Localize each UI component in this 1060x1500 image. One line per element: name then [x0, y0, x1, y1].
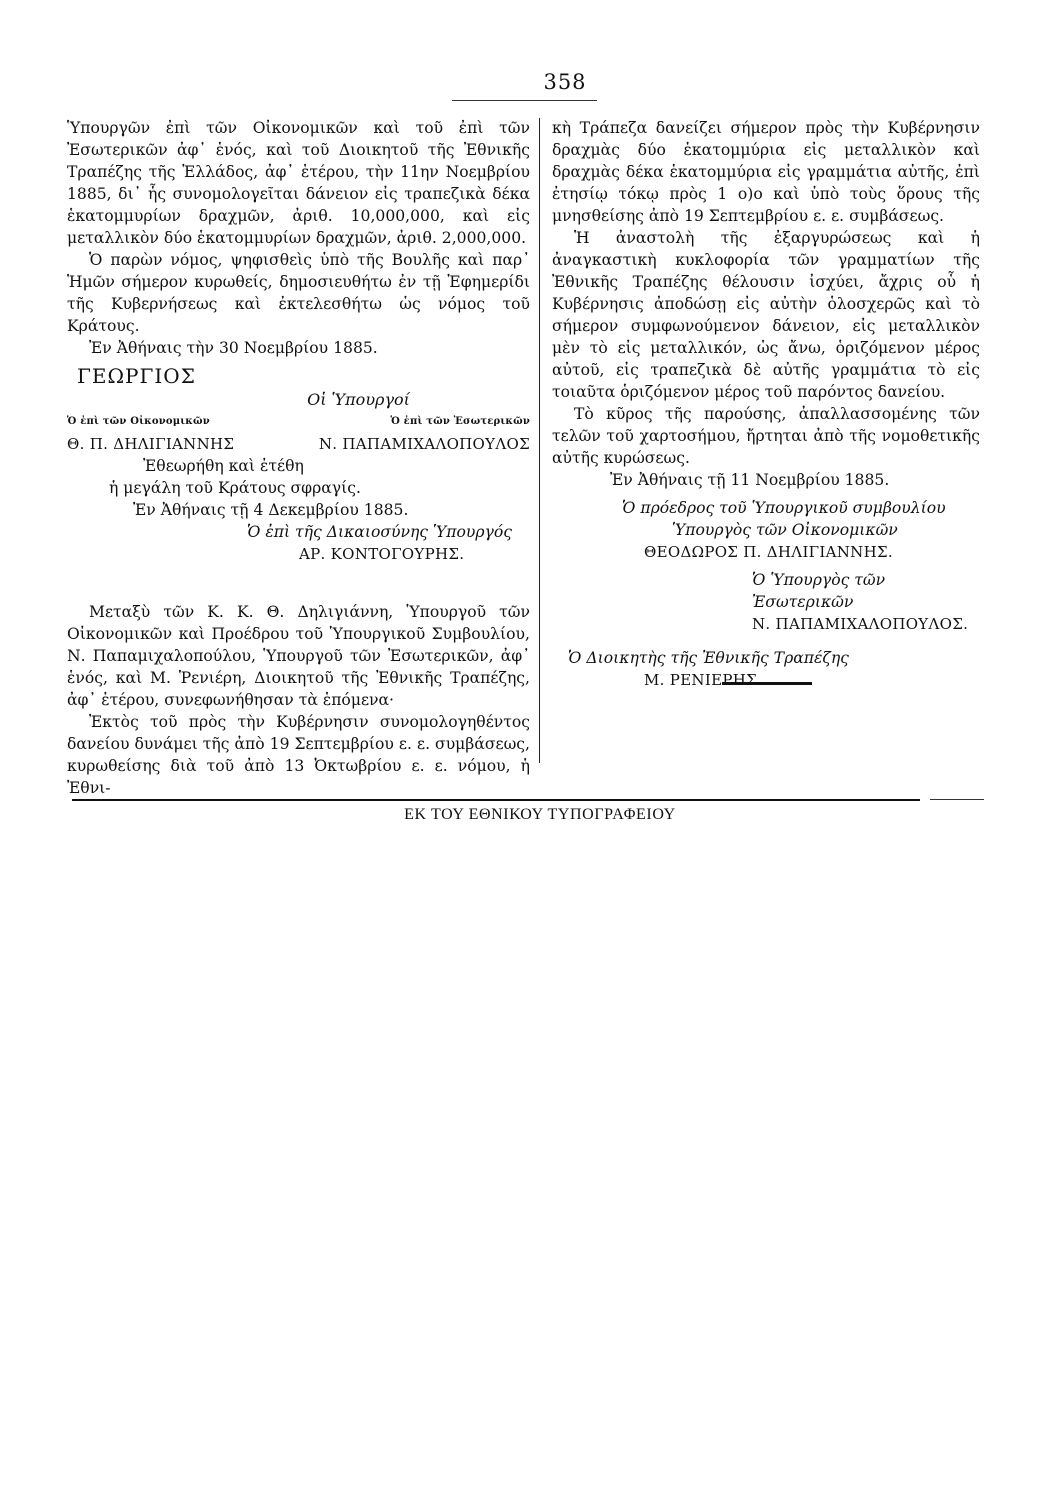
loan-terms-text: κὴ Τράπεζα δανείζει σήμερον πρὸς τὴν Κυβέρνησιν δραχμὰς δύο ἑκατομμύρια εἰς μεταλλικὸν καὶ δραχμὰς δέκα ἑκατομμύρια εἰς γραμμάτια αὐτῆς, ἐπὶ ἐτησίῳ τόκῳ πρὸς 1 ο)ο καὶ ὑπὸ τοὺς ὅρους τῆς μνησθείσης ἀπὸ 19 Σεπτεμβρίου ε. ε. συμβάσεως.	[552, 119, 980, 225]
printer-imprint: ΕΚ ΤΟΥ ΕΘΝΙΚΟΥ ΤΥΠΟΓΡΑΦΕΙΟΥ	[404, 806, 676, 823]
interior-minister-title: Ὁ ἐπὶ τῶν Ἐσωτερικῶν	[390, 416, 530, 427]
seal-line-1: Ἐθεωρήθη καὶ ἐτέθη	[143, 457, 304, 475]
president-name: ΘΕΟΔΩΡΟΣ Π. ΔΗΛΙΓΙΑΝΝΗΣ.	[644, 543, 893, 561]
president-title: Ὁ πρόεδρος τοῦ Ὑπουργικοῦ συμβουλίου	[622, 499, 946, 517]
king-signature: ΓΕΩΡΓΙΟΣ	[77, 364, 196, 388]
minister-titles-row	[67, 411, 530, 433]
page-number: 358	[543, 70, 587, 94]
justice-minister-name: ΑΡ. ΚΟΝΤΟΓΟΥΡΗΣ.	[299, 545, 465, 563]
suspension-text: Ἡ ἀναστολὴ τῆς ἐξαργυρώσεως καὶ ἡ ἀναγκαστικὴ κυκλοφορία τῶν γραμματίων τῆς Ἐθνικῆς Τραπέζης θέλουσιν ἰσχύει, ἄχρις οὗ ἡ Κυβέρνησις ἀποδώσῃ εἰς αὐτὴν ὁλοσχερῶς καὶ τὸ σήμερον συμφωνούμενον δάνειον, εἰς μεταλλικὸν μὲν τὸ εἰς μεταλλικόν, ὡς ἄνω, ὁριζόμενον μέρος αὐτοῦ, εἰς τραπεζικὰ δὲ αὐτῆς γραμμάτια τὸ εἰς τοιαῦτα ὁριζόμενον μέρος τοῦ παρόντος δανείου.	[552, 229, 980, 401]
bank-governor-name: Μ. ΡΕΝΙΕΡΗΣ.	[644, 671, 763, 689]
finance-minister-name: Θ. Π. ΔΗΛΙΓΙΑΝΝΗΣ	[67, 435, 235, 453]
finance-minister-title: Ὁ ἐπὶ τῶν Οἰκονομικῶν	[67, 416, 210, 427]
agreement-article-text: Ἐκτὸς τοῦ πρὸς τὴν Κυβέρνησιν συνομολογηθέντος δανείου δυνάμει τῆς ἀπὸ 19 Σεπτεμβρίου ε. ε. συμβάσεως, κυρωθείσης διὰ τοῦ ἀπὸ 13 Ὀκτωβρίου ε. ε. νόμου, ἡ Ἐθνι-	[67, 713, 530, 797]
seal-date: Ἐν Ἀθήναις τῇ 4 Δεκεμβρίου 1885.	[133, 501, 409, 519]
bank-governor-title: Ὁ Διοικητὴς τῆς Ἐθνικῆς Τραπέζης	[568, 649, 849, 667]
seal-line-2: ἡ μεγάλη τοῦ Κράτους σφραγίς.	[109, 479, 361, 497]
agreement-date: Ἐν Ἀθήναις τῇ 11 Νοεμβρίου 1885.	[610, 471, 890, 489]
interior-minister-name: Ν. ΠΑΠΑΜΙΧΑΛΟΠΟΥΛΟΣ	[318, 435, 530, 453]
top-rule	[452, 100, 597, 101]
justice-minister-title: Ὁ ἐπὶ τῆς Δικαιοσύνης Ὑπουργός	[247, 523, 512, 541]
validity-text: Τὸ κῦρος τῆς παρούσης, ἀπαλλασσομένης τῶν τελῶν τοῦ χαρτοσήμου, ἤρτηται ἀπὸ τῆς νομοθετικῆς αὐτῆς κυρώσεως.	[552, 405, 980, 467]
law-enactment-text: Ὁ παρὼν νόμος, ψηφισθεὶς ὑπὸ τῆς Βουλῆς καὶ παρ᾽ Ἡμῶν σήμερον κυρωθείς, δημοσιευθήτω ἐν τῇ Ἐφημερίδι τῆς Κυβερνήσεως καὶ ἐκτελεσθήτω ὡς νόμος τοῦ Κράτους.	[67, 251, 530, 335]
finance-minister-title-right: Ὑπουργὸς τῶν Οἰκονομικῶν	[672, 521, 898, 539]
agreement-parties-text: Μεταξὺ τῶν Κ. Κ. Θ. Δηλιγιάννη, Ὑπουργοῦ τῶν Οἰκονομικῶν καὶ Προέδρου τοῦ Ὑπουργικοῦ Συμβουλίου, Ν. Παπαμιχαλοπούλου, Ὑπουργοῦ τῶν Ἐσωτερικῶν, ἀφ᾽ ἑνός, καὶ Μ. Ῥενιέρη, Διοικητοῦ τῆς Ἐθνικῆς Τραπέζης, ἀφ᾽ ἑτέρου, συνεφωνήθησαν τὰ ἑπόμενα·	[67, 603, 530, 709]
footer-rule	[72, 799, 920, 801]
interior-minister-title-right: Ὁ Ὑπουργὸς τῶν Ἐσωτερικῶν	[752, 571, 886, 611]
law-preamble-text: Ὑπουργῶν ἐπὶ τῶν Οἰκονομικῶν καὶ τοῦ ἐπὶ τῶν Ἐσωτερικῶν ἀφ᾽ ἑνός, καὶ τοῦ Διοικητοῦ τῆς Ἐθνικῆς Τραπέζης τῆς Ἑλλάδος, ἀφ᾽ ἑτέρου, τὴν 11ην Νοεμβρίου 1885, δι᾽ ἧς συνομολογεῖται δάνειον εἰς τραπεζικὰ δέκα ἑκατομμυρίων δραχμῶν, ἀριθ. 10,000,000, καὶ εἰς μεταλλικὸν δύο ἑκατομμυρίων δραχμῶν, ἀριθ. 2,000,000.	[67, 119, 530, 247]
column-divider	[539, 118, 540, 763]
law-date: Ἐν Ἀθήναις τὴν 30 Νοεμβρίου 1885.	[89, 339, 378, 357]
end-rule	[722, 682, 812, 685]
minister-names-row	[67, 433, 530, 455]
footer-rule-tail	[930, 799, 984, 800]
ministers-heading: Οἱ Ὑπουργοί	[307, 390, 410, 409]
left-column	[67, 117, 530, 799]
interior-minister-name-right: Ν. ΠΑΠΑΜΙΧΑΛΟΠΟΥΛΟΣ.	[752, 615, 969, 633]
right-column	[552, 117, 980, 691]
